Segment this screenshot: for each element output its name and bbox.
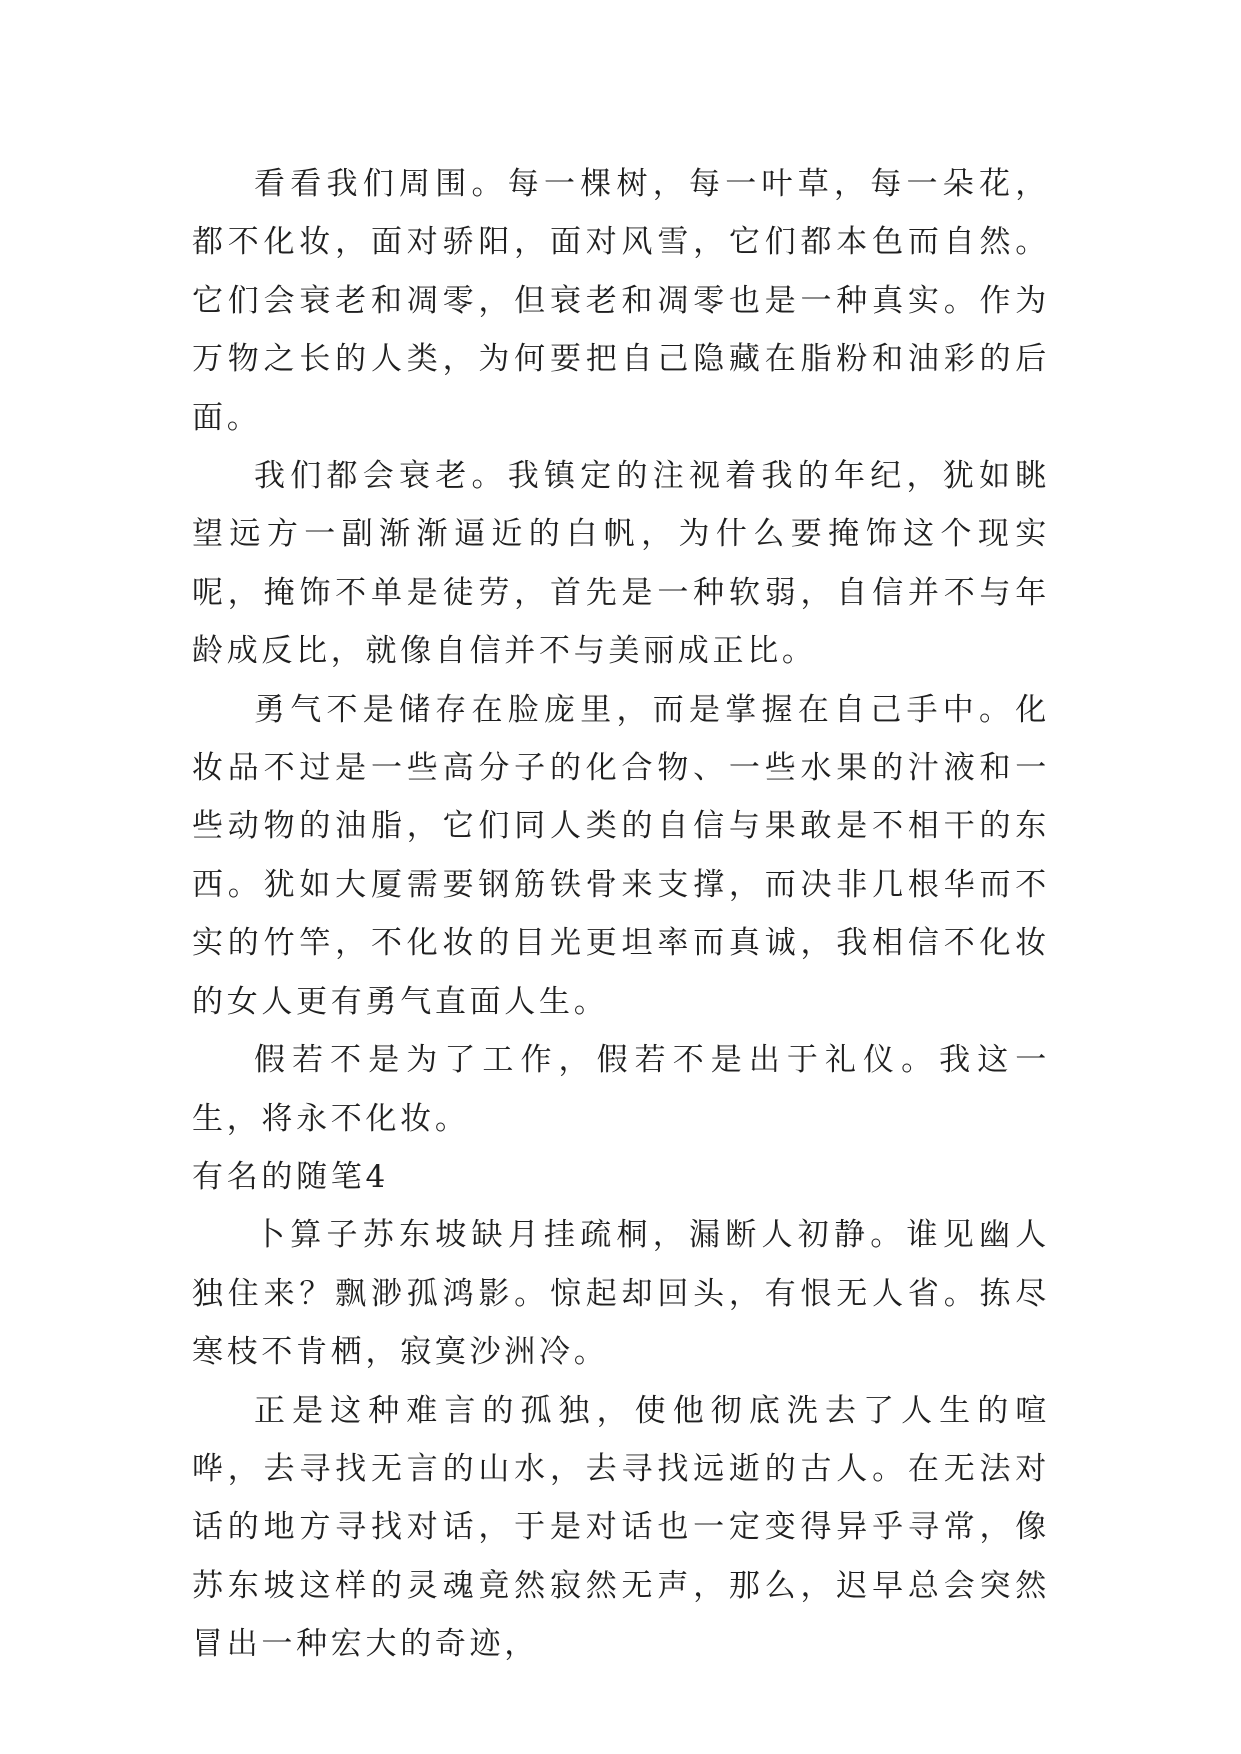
paragraph-6: 正是这种难言的孤独，使他彻底洗去了人生的喧哗，去寻找无言的山水，去寻找远逝的古人。在无法对话的地方寻找对话，于是对话也一定变得异乎寻常，像苏东坡这样的灵魂竟然寂然无声，那么，迟早总会突然冒出一种宏大的奇迹， [192,1392,1050,1663]
paragraph-1: 看看我们周围。每一棵树，每一叶草，每一朵花，都不化妆，面对骄阳，面对风雪，它们都本色而自然。它们会衰老和凋零，但衰老和凋零也是一种真实。作为万物之长的人类，为何要把自己隐藏在脂粉和油彩的后面。 [192,166,1050,436]
paragraph-2: 我们都会衰老。我镇定的注视着我的年纪，犹如眺望远方一副渐渐逼近的白帆，为什么要掩饰这个现实呢，掩饰不单是徒劳，首先是一种软弱，自信并不与年龄成反比，就像自信并不与美丽成正比。 [192,458,1050,670]
document-body [192,155,1050,1674]
paragraph-4: 假若不是为了工作，假若不是出于礼仪。我这一生，将永不化妆。 [192,1042,1050,1137]
section-heading: 有名的随笔4 [192,1158,389,1195]
paragraph-5: 卜算子苏东坡缺月挂疏桐，漏断人初静。谁见幽人独住来？飘渺孤鸿影。惊起却回头，有恨无人省。拣尽寒枝不肯栖，寂寞沙洲冷。 [192,1217,1050,1371]
paragraph-3: 勇气不是储存在脸庞里，而是掌握在自己手中。化妆品不过是一些高分子的化合物、一些水果的汁液和一些动物的油脂，它们同人类的自信与果敢是不相干的东西。犹如大厦需要钢筋铁骨来支撑，而决非几根华而不实的竹竿，不化妆的目光更坦率而真诚，我相信不化妆的女人更有勇气直面人生。 [192,691,1050,1020]
